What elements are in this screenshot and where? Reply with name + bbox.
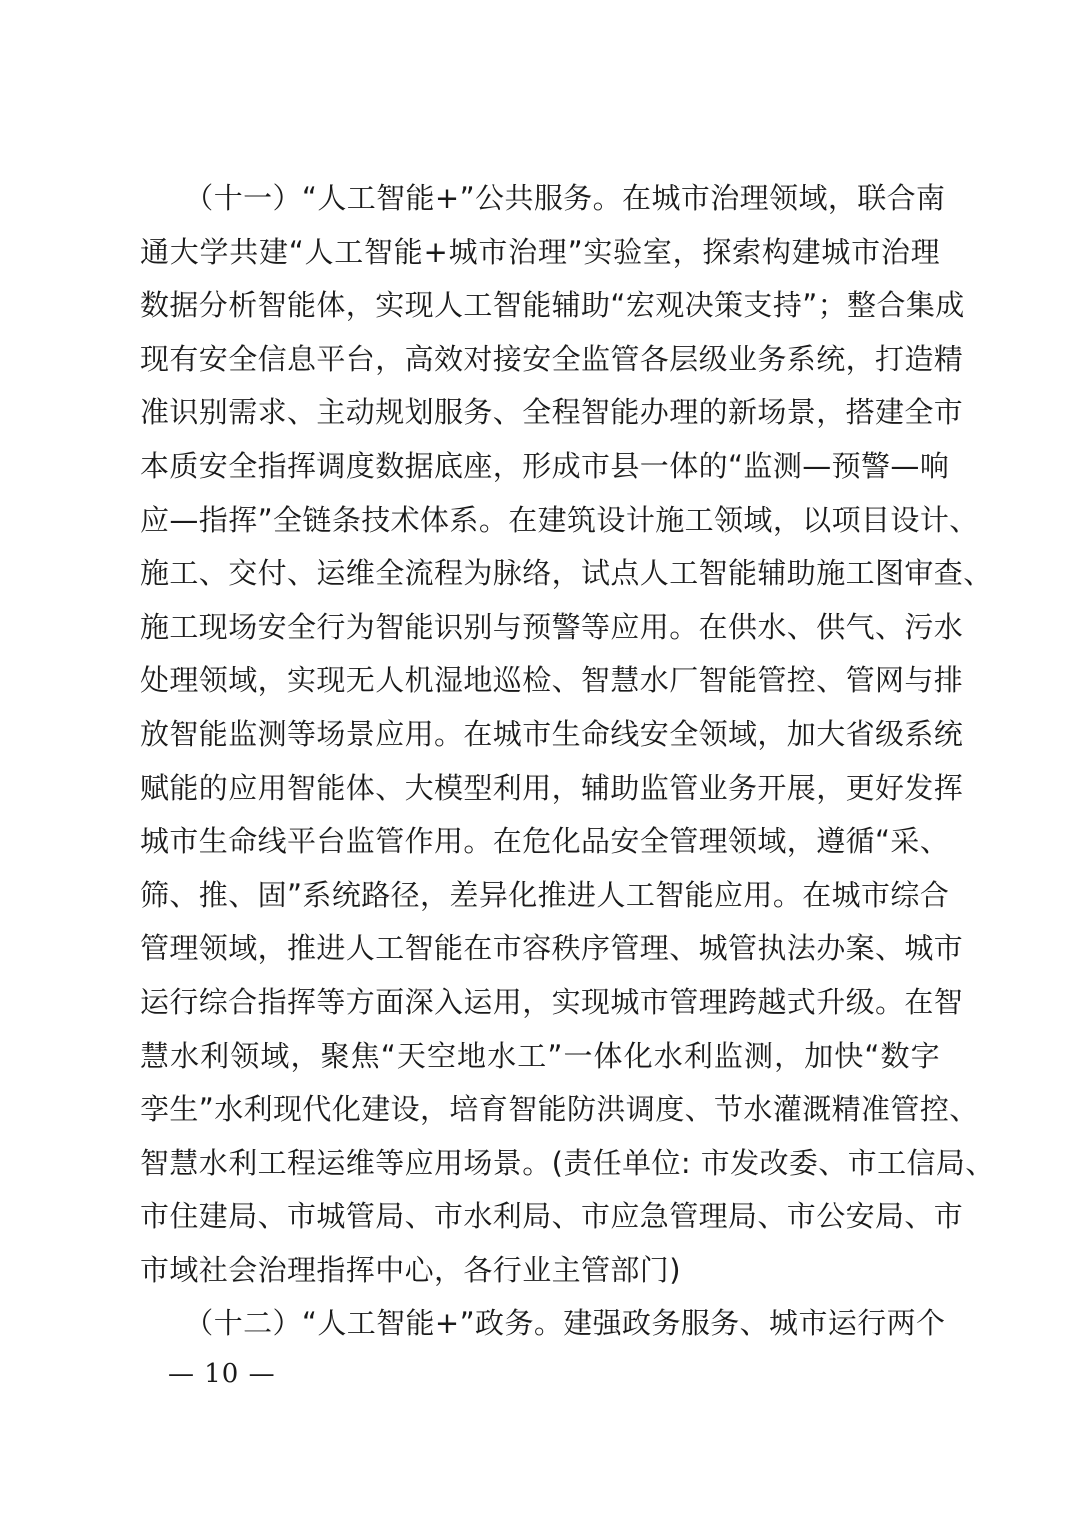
text-line: 施工现场安全行为智能识别与预警等应用。在供水、供气、污水 — [140, 609, 964, 644]
text-line: 城市生命线平台监管作用。在危化品安全管理领域，遵循“采、 — [140, 824, 950, 859]
text-line: 智慧水利工程运维等应用场景。(责任单位: 市发改委、市工信局、 — [140, 1145, 995, 1180]
text-line: 处理领域，实现无人机湿地巡检、智慧水厂智能管控、管网与排 — [140, 663, 964, 698]
text-line: 准识别需求、主动规划服务、全程智能办理的新场景，搭建全市 — [140, 395, 964, 430]
text-line: 应—指挥”全链条技术体系。在建筑设计施工领域，以项目设计、 — [140, 502, 979, 537]
text-line: 放智能监测等场景应用。在城市生命线安全领域，加大省级系统 — [140, 716, 964, 751]
text-line: 施工、交付、运维全流程为脉络，试点人工智能辅助施工图审查、 — [140, 556, 993, 591]
body-text — [140, 172, 995, 1351]
text-line: 孪生”水利现代化建设，培育智能防洪调度、节水灌溉精准管控、 — [140, 1092, 979, 1127]
text-line: 通大学共建“人工智能+城市治理”实验室，探索构建城市治理 — [140, 234, 940, 269]
text-line: 慧水利领域，聚焦“天空地水工”一体化水利监测，加快“数字 — [140, 1038, 940, 1073]
text-line: （十二）“人工智能+”政务。建强政务服务、城市运行两个 — [140, 1306, 946, 1341]
text-line: 本质安全指挥调度数据底座，形成市县一体的“监测—预警—响 — [140, 448, 950, 483]
text-line: 运行综合指挥等方面深入运用，实现城市管理跨越式升级。在智 — [140, 984, 964, 1019]
text-line: 筛、推、固”系统路径，差异化推进人工智能应用。在城市综合 — [140, 877, 950, 912]
text-line: 市域社会治理指挥中心，各行业主管部门) — [140, 1252, 681, 1287]
text-line: 市住建局、市城管局、市水利局、市应急管理局、市公安局、市 — [140, 1199, 964, 1234]
text-line: 现有安全信息平台，高效对接安全监管各层级业务系统，打造精 — [140, 341, 964, 376]
text-line: 赋能的应用智能体、大模型利用，辅助监管业务开展，更好发挥 — [140, 770, 964, 805]
page-number: — 10 — — [168, 1359, 276, 1389]
text-line: 数据分析智能体，实现人工智能辅助“宏观决策支持”；整合集成 — [140, 288, 965, 323]
text-line: （十一）“人工智能+”公共服务。在城市治理领域，联合南 — [140, 181, 946, 215]
text-line: 管理领域，推进人工智能在市容秩序管理、城管执法办案、城市 — [140, 931, 964, 966]
